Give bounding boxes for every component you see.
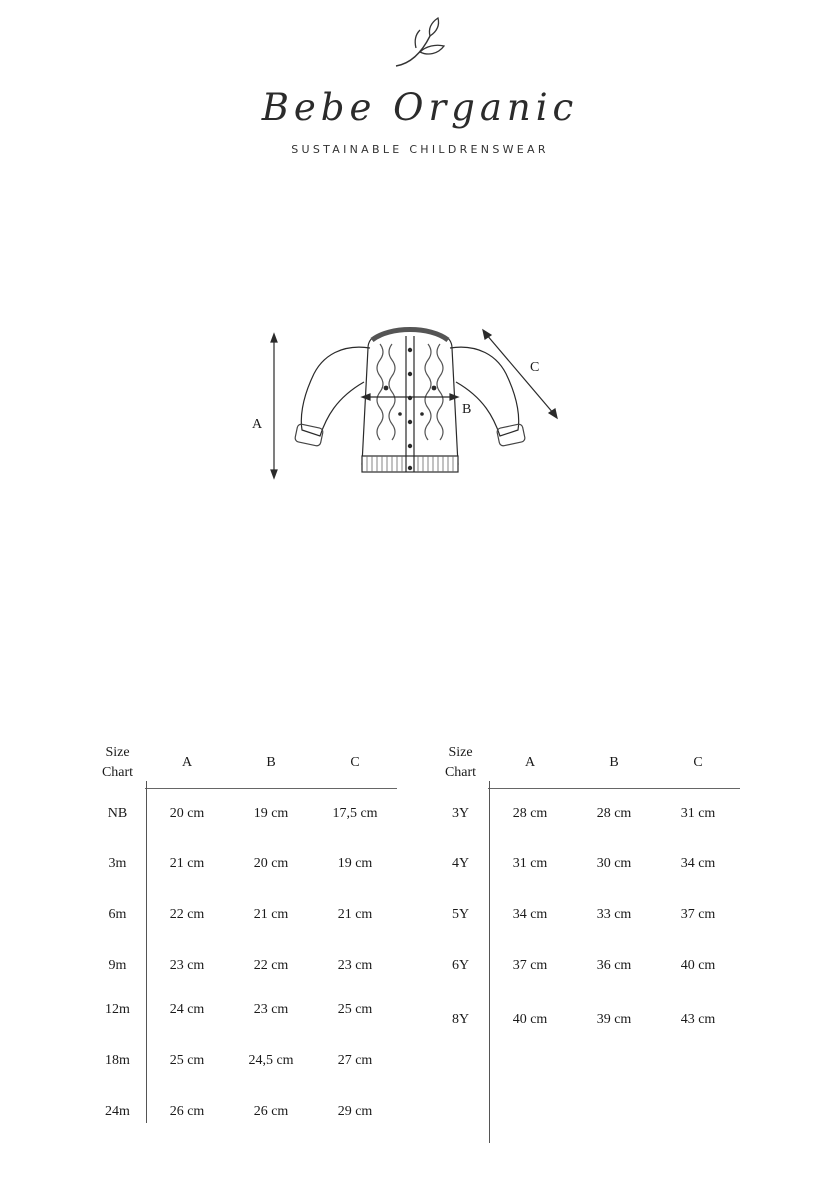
measure-a: 31 cm bbox=[512, 856, 548, 871]
measure-c: 25 cm bbox=[337, 1002, 373, 1017]
column-header-a: A bbox=[488, 738, 572, 789]
size-label: 6Y bbox=[451, 958, 470, 973]
measure-c: 34 cm bbox=[680, 856, 716, 871]
measure-b: 24,5 cm bbox=[248, 1052, 294, 1068]
measure-a: 28 cm bbox=[512, 805, 548, 821]
measure-a: 21 cm bbox=[169, 856, 205, 871]
size-label: NB bbox=[107, 805, 128, 821]
table-row bbox=[90, 1093, 397, 1131]
measure-a: 34 cm bbox=[512, 907, 548, 922]
table-row bbox=[433, 941, 740, 992]
dimension-label-a: A bbox=[252, 417, 263, 432]
size-chart-header: Size Chart bbox=[444, 745, 477, 781]
measure-c: 23 cm bbox=[337, 958, 373, 973]
measure-c: 37 cm bbox=[680, 907, 716, 922]
dimension-label-c: C bbox=[530, 360, 540, 375]
size-label: 9m bbox=[108, 958, 127, 973]
measure-b: 39 cm bbox=[596, 1011, 632, 1027]
size-label: 3m bbox=[108, 856, 127, 871]
size-label: 5Y bbox=[451, 907, 470, 922]
size-table-left bbox=[90, 738, 397, 1131]
table-row bbox=[90, 1029, 397, 1093]
measure-c: 17,5 cm bbox=[332, 805, 378, 821]
size-label: 18m bbox=[105, 1052, 130, 1068]
size-table-right bbox=[433, 738, 740, 1048]
table-row bbox=[433, 890, 740, 941]
table-header-row bbox=[90, 738, 397, 789]
measure-a: 23 cm bbox=[169, 958, 205, 973]
table-row bbox=[90, 839, 397, 890]
size-label: 4Y bbox=[451, 856, 470, 871]
measure-a: 25 cm bbox=[169, 1052, 205, 1068]
table-row bbox=[90, 992, 397, 1029]
measure-a: 26 cm bbox=[169, 1103, 205, 1119]
table-divider-right bbox=[489, 781, 490, 1143]
column-header-b: B bbox=[572, 738, 656, 789]
table-row bbox=[433, 992, 740, 1048]
measure-a: 40 cm bbox=[512, 1011, 548, 1027]
measure-c: 21 cm bbox=[337, 907, 373, 922]
measure-b: 28 cm bbox=[596, 805, 632, 821]
table-divider-left bbox=[146, 781, 147, 1123]
measure-c: 43 cm bbox=[680, 1011, 716, 1027]
size-label: 6m bbox=[108, 907, 127, 922]
measure-c: 19 cm bbox=[337, 856, 373, 871]
size-label: 8Y bbox=[451, 1011, 470, 1027]
measure-b: 33 cm bbox=[596, 907, 632, 922]
measure-b: 20 cm bbox=[253, 856, 289, 871]
column-header-a: A bbox=[145, 738, 229, 789]
measure-b: 30 cm bbox=[596, 856, 632, 871]
table-header-row bbox=[433, 738, 740, 789]
column-header-c: C bbox=[313, 738, 397, 789]
measure-a: 37 cm bbox=[512, 958, 548, 973]
table-row bbox=[433, 839, 740, 890]
measure-b: 36 cm bbox=[596, 958, 632, 973]
measure-c: 27 cm bbox=[337, 1052, 373, 1068]
table-row bbox=[90, 890, 397, 941]
measure-c: 31 cm bbox=[680, 805, 716, 821]
size-label: 3Y bbox=[451, 805, 470, 821]
size-label: 24m bbox=[105, 1103, 130, 1119]
measure-a: 20 cm bbox=[169, 805, 205, 821]
measure-b: 21 cm bbox=[253, 907, 289, 922]
size-chart-header: Size Chart bbox=[101, 745, 134, 781]
column-header-c: C bbox=[656, 738, 740, 789]
measure-c: 29 cm bbox=[337, 1103, 373, 1119]
size-label: 12m bbox=[105, 1002, 130, 1017]
measure-c: 40 cm bbox=[680, 958, 716, 973]
measure-b: 22 cm bbox=[253, 958, 289, 973]
table-row bbox=[90, 941, 397, 992]
measure-a: 24 cm bbox=[169, 1002, 205, 1017]
measure-a: 22 cm bbox=[169, 907, 205, 922]
brand-tagline: SUSTAINABLE CHILDRENSWEAR bbox=[291, 143, 549, 156]
measure-b: 26 cm bbox=[253, 1103, 289, 1119]
table-row bbox=[433, 789, 740, 839]
leaf-icon bbox=[390, 16, 448, 72]
column-header-b: B bbox=[229, 738, 313, 789]
table-row bbox=[90, 789, 397, 839]
measure-b: 19 cm bbox=[253, 805, 289, 821]
brand-header bbox=[0, 0, 840, 170]
cardigan-icon bbox=[240, 318, 580, 498]
measure-b: 23 cm bbox=[253, 1002, 289, 1017]
dimension-label-b: B bbox=[462, 402, 472, 417]
brand-name: Bebe Organic bbox=[261, 86, 579, 129]
